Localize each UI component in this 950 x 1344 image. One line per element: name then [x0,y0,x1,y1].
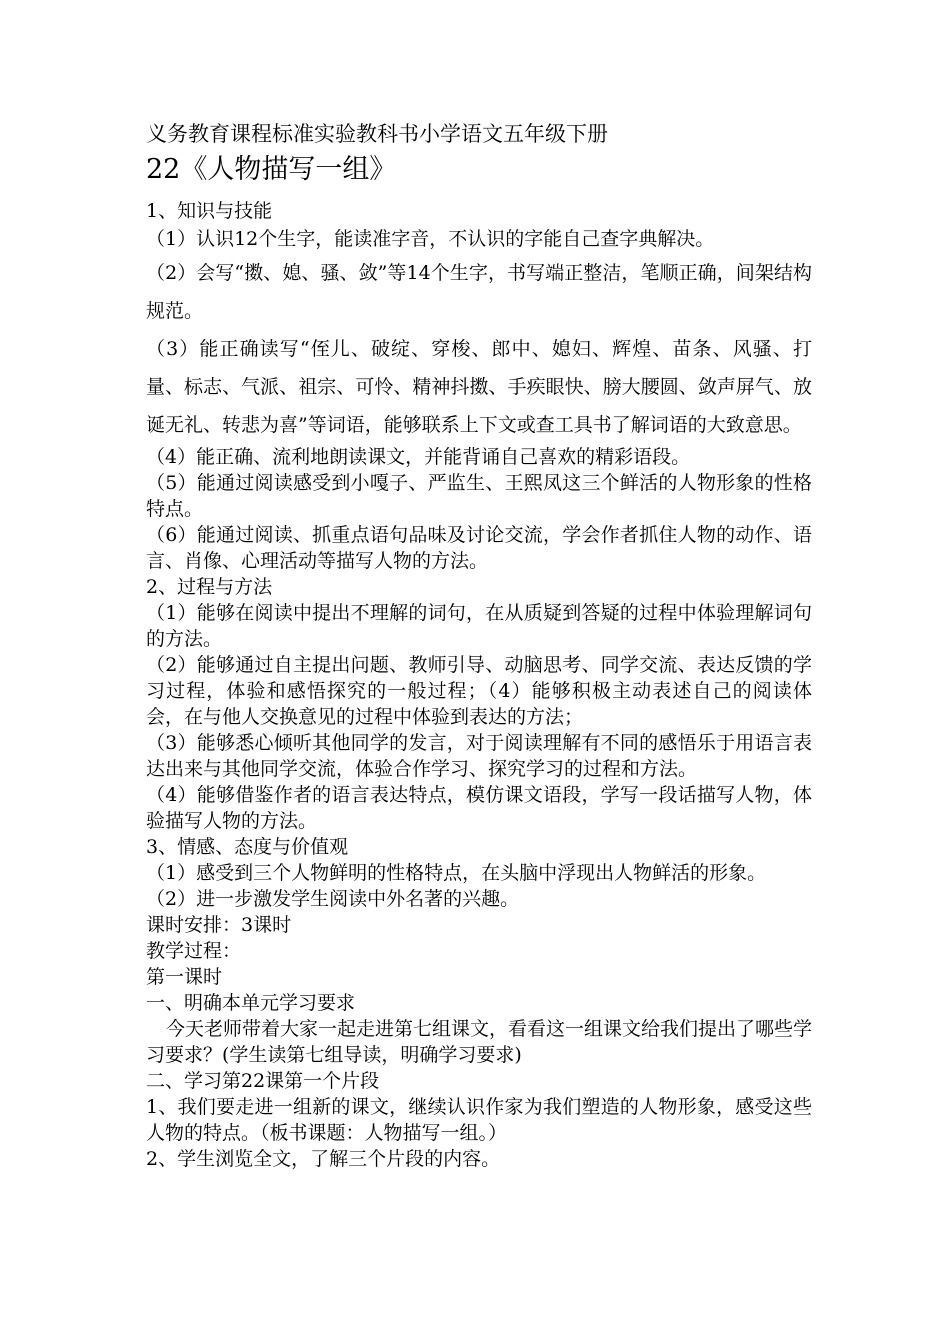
knowledge-item-4: （4）能正确、流利地朗读课文，并能背诵自己喜欢的精彩语段。 [146,446,691,468]
step-1-heading: 一、明确本单元学习要求 [146,992,356,1014]
document-page [146,118,812,1172]
knowledge-item-5: （5）能通过阅读感受到小嘎子、严监生、王熙凤这三个鲜活的人物形象的性格特点。 [146,472,812,520]
lesson-heading: 第一课时 [146,966,223,988]
section-heading-process: 2、过程与方法 [146,576,273,598]
knowledge-item-1: （1）认识12个生字，能读准字音，不认识的字能自己查字典解决。 [146,228,715,250]
emotion-item-1: （1）感受到三个人物鲜明的性格特点，在头脑中浮现出人物鲜活的形象。 [146,862,767,884]
emotion-item-2: （2）进一步激发学生阅读中外名著的兴趣。 [146,888,520,910]
document-title: 22《人物描写一组》 [146,154,397,185]
knowledge-item-2: （2）会写“擞、媳、骚、敛”等14个生字，书写端正整洁，笔顺正确，间架结构规范。 [146,262,812,322]
step-1-text: 今天老师带着大家一起走进第七组课文，看看这一组课文给我们提出了哪些学习要求？(学生读第七组导读，明确学习要求) [146,1018,813,1066]
process-item-2: （2）能够通过自主提出问题、教师引导、动脑思考、同学交流、表达反馈的学习过程，体验和感悟探究的一般过程；（4）能够积极主动表述自己的阅读体会，在与他人交换意见的过程中体验到表达的方法； [146,654,812,728]
section-heading-knowledge: 1、知识与技能 [146,200,273,222]
process-item-3: （3）能够悉心倾听其他同学的发言，对于阅读理解有不同的感悟乐于用语言表达出来与其他同学交流，体验合作学习、探究学习的过程和方法。 [146,732,812,780]
process-item-1: （1）能够在阅读中提出不理解的词句，在从质疑到答疑的过程中体验理解词句的方法。 [146,602,812,650]
process-item-4: （4）能够借鉴作者的语言表达特点，模仿课文语段，学写一段话描写人物，体验描写人物的方法。 [146,784,812,832]
schedule-line: 课时安排：3课时 [146,914,292,936]
document-subtitle: 义务教育课程标准实验教科书小学语文五年级下册 [146,122,608,146]
step-2-heading: 二、学习第22课第一个片段 [146,1070,380,1092]
section-heading-emotion: 3、情感、态度与价值观 [146,836,349,858]
knowledge-item-6: （6）能通过阅读、抓重点语句品味及讨论交流，学会作者抓住人物的动作、语言、肖像、心理活动等描写人物的方法。 [146,524,812,572]
knowledge-item-3: （3）能正确读写“侄儿、破绽、穿梭、郎中、媳妇、辉煌、苗条、风骚、打量、标志、气派、祖宗、可怜、精神抖擞、手疾眼快、膀大腰圆、敛声屏气、放诞无礼、转悲为喜”等词语，能够联系上下文或查工具书了解词语的大致意思。 [146,338,812,436]
teaching-process-heading: 教学过程： [146,940,242,962]
step-2-item-2: 2、学生浏览全文，了解三个片段的内容。 [146,1148,501,1170]
step-2-item-1: 1、我们要走进一组新的课文，继续认识作家为我们塑造的人物形象，感受这些人物的特点。（板书课题：人物描写一组。） [146,1096,812,1144]
